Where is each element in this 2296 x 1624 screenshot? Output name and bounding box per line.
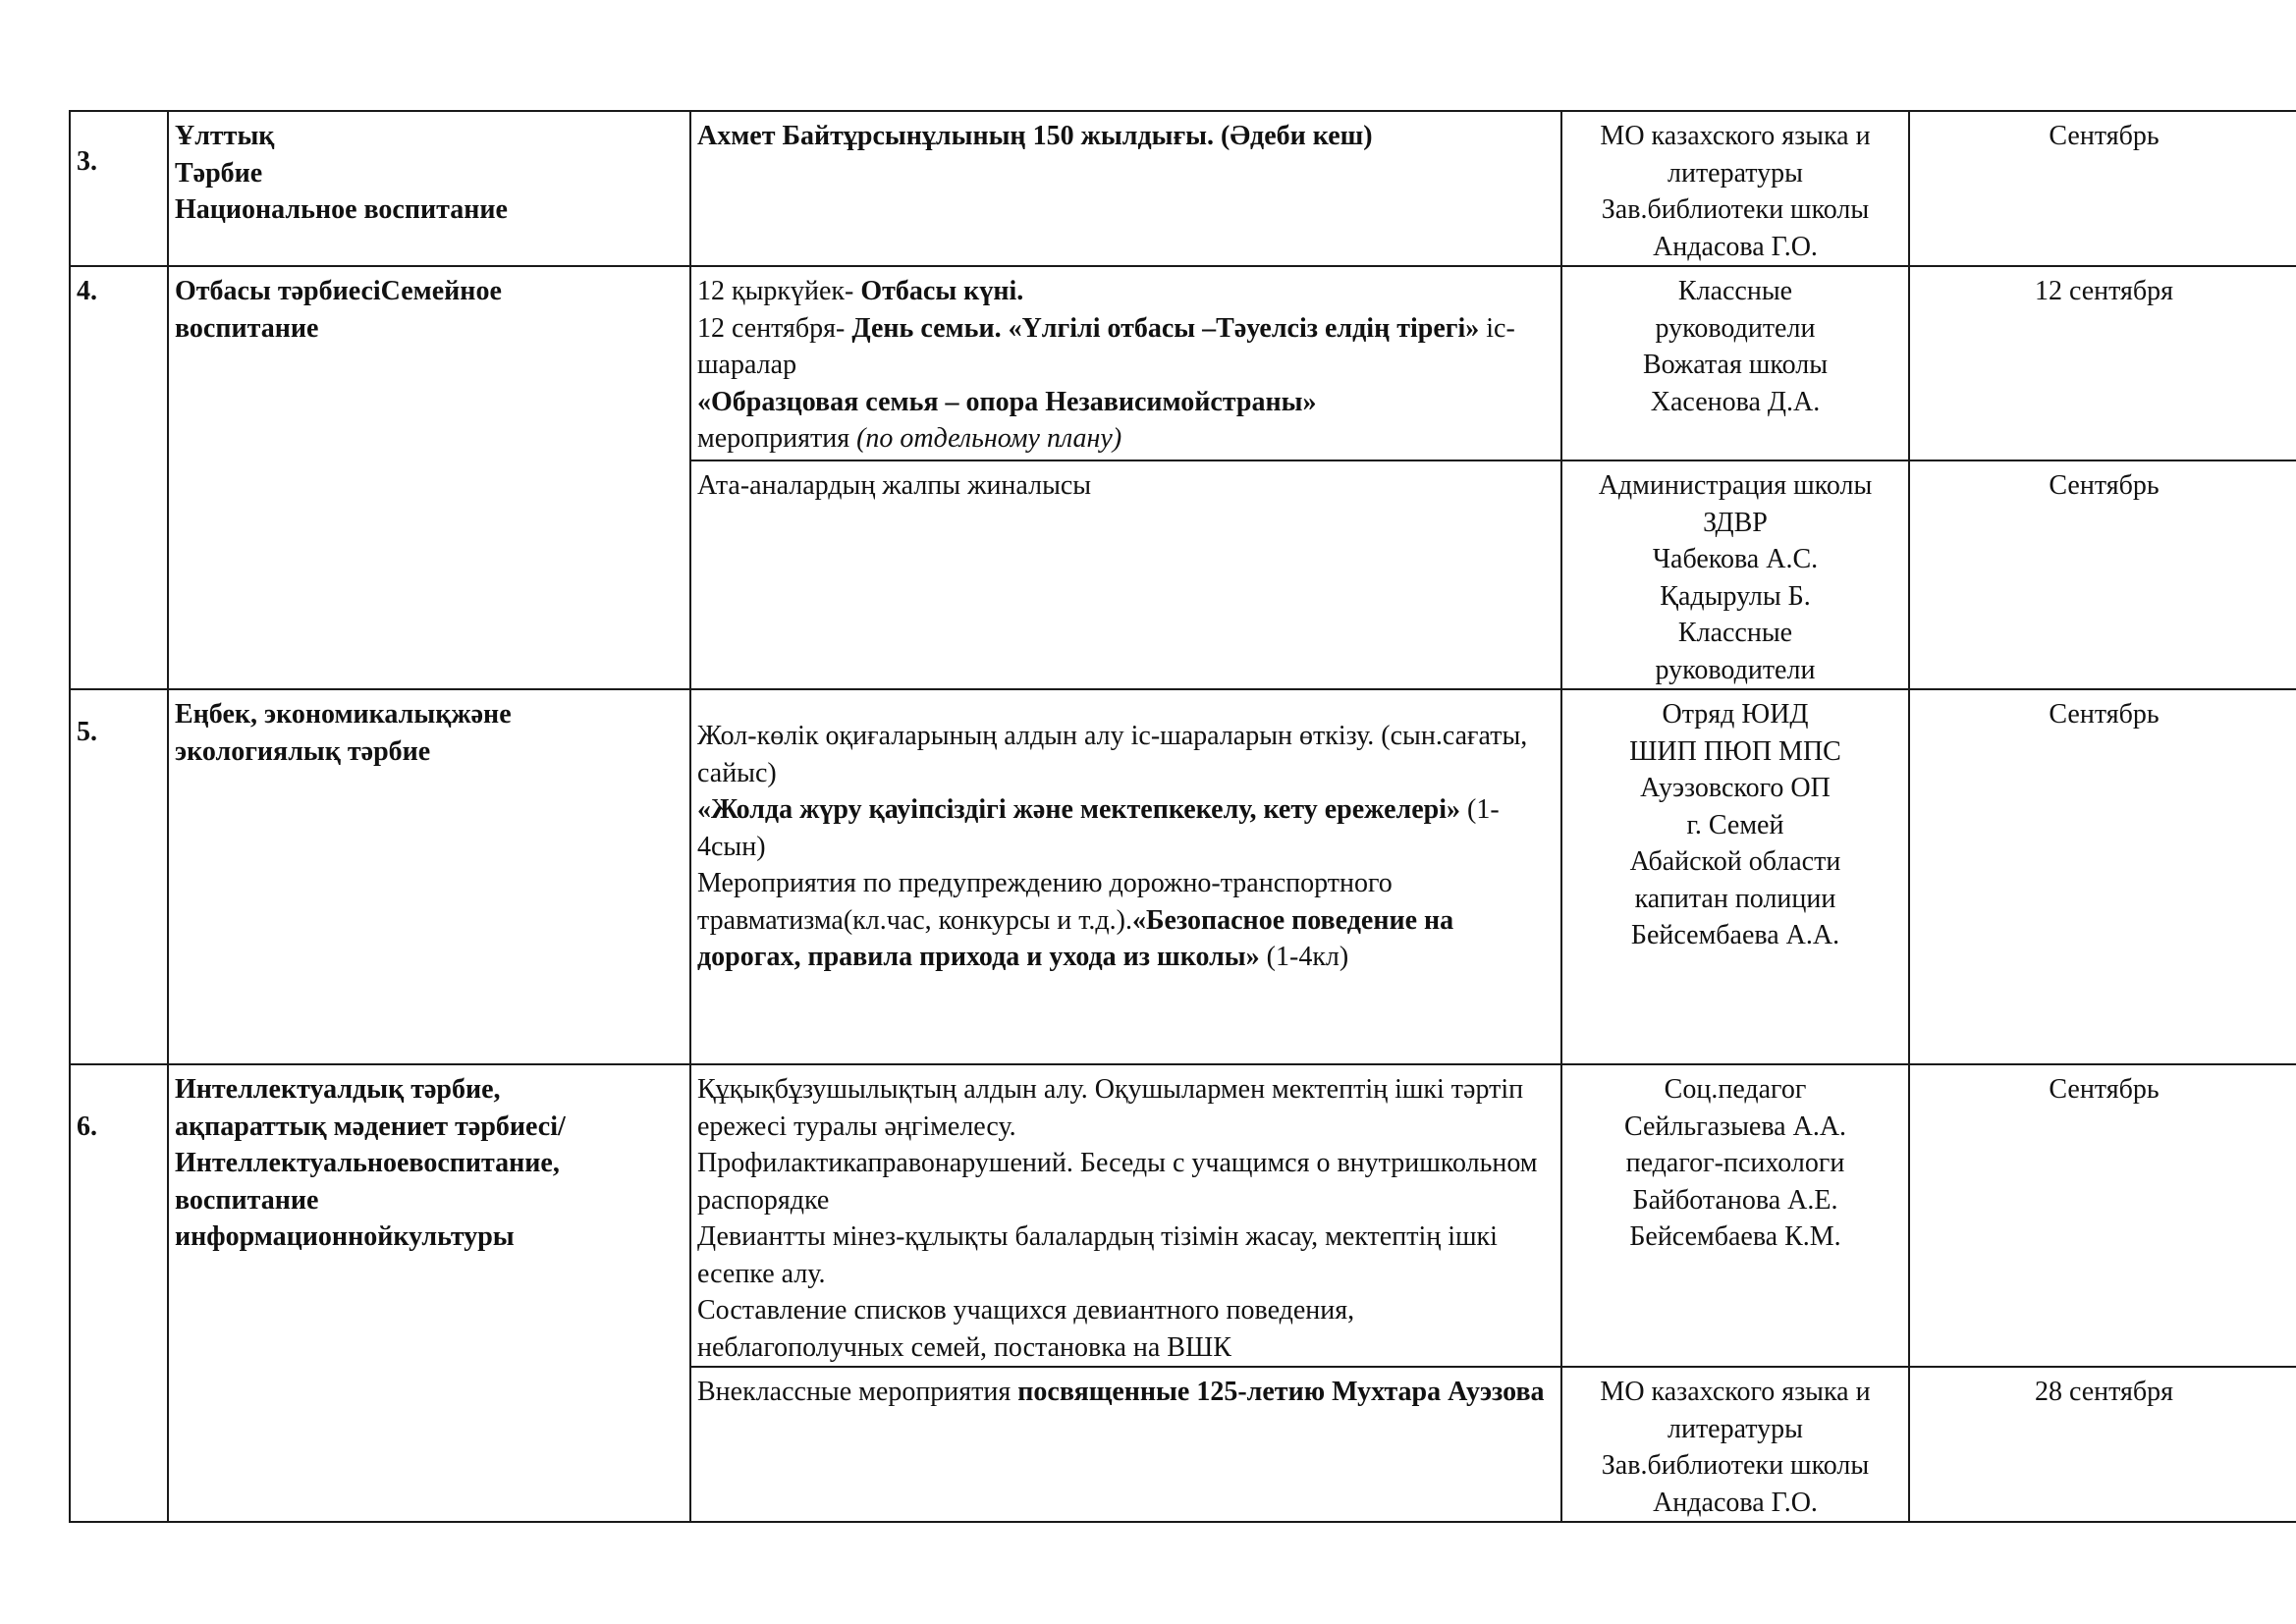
event-cell <box>690 266 1561 460</box>
event-title: Ахмет Байтұрсынұлының 150 жылдығы. (Әдеби кеш) <box>697 121 1373 151</box>
responsible-line: педагог-психологи <box>1625 1148 1845 1178</box>
event-cell <box>690 1064 1561 1367</box>
direction-line: информационнойкультуры <box>175 1221 515 1252</box>
responsible-line: Классные <box>1677 618 1793 648</box>
responsible-cell <box>1561 689 1909 1064</box>
responsible-cell <box>1561 266 1909 460</box>
row-number-cell <box>70 111 168 266</box>
table-row <box>70 1064 2296 1367</box>
event-italic-text: (по отдельному плану) <box>856 423 1122 454</box>
responsible-line: Отряд ЮИД <box>1662 699 1809 730</box>
direction-line: Национальное воспитание <box>175 194 508 225</box>
direction-line: воспитание <box>175 1184 319 1216</box>
responsible-line: Администрация школы <box>1598 470 1873 501</box>
event-line <box>697 420 1555 458</box>
date-cell: 12 сентября <box>1909 266 2296 460</box>
event-text: Жол-көлік оқиғаларының алдын алу іс-шараларын өткізу. (сын.сағаты, сайыс) <box>697 721 1528 788</box>
date-cell: Сентябрь <box>1909 689 2296 1064</box>
responsible-line: МО казахского языка и <box>1600 121 1871 151</box>
direction-cell <box>168 689 690 1064</box>
date-cell: 28 сентября <box>1909 1367 2296 1522</box>
responsible-line: Байботанова А.Е. <box>1632 1184 1838 1216</box>
responsible-line: ШИП ПЮП МПС <box>1629 735 1841 767</box>
responsible-line: руководители <box>1655 654 1816 685</box>
event-text: 12 сентября- <box>697 312 852 344</box>
direction-line: Еңбек, экономикалықжәне <box>175 699 512 730</box>
table-row <box>70 111 2296 266</box>
responsible-line: Бейсембаева К.М. <box>1629 1221 1841 1252</box>
table-row <box>70 689 2296 1064</box>
direction-line: Интеллектуалдық тәрбие, <box>175 1074 501 1105</box>
row-number: 5. <box>77 717 97 747</box>
direction-line: ақпараттық мәдениет тәрбиесі/ <box>175 1110 566 1142</box>
responsible-line: ЗДВР <box>1703 507 1768 538</box>
event-paragraph: Құқықбұзушылықтың алдын алу. Оқушылармен мектептің ішкі тәртіп ережесі туралы әңгімелесу. <box>697 1074 1524 1142</box>
responsible-line: Қадырулы Б. <box>1660 580 1811 612</box>
responsible-cell <box>1561 111 1909 266</box>
responsible-cell <box>1561 1367 1909 1522</box>
direction-cell <box>168 266 690 689</box>
responsible-line: Андасова Г.О. <box>1653 1487 1818 1518</box>
date-cell: Сентябрь <box>1909 460 2296 689</box>
event-text: 12 қыркүйек- <box>697 276 861 306</box>
event-text: іс-шаралар <box>697 312 1515 380</box>
event-cell: Ата-аналардың жалпы жиналысы <box>690 460 1561 689</box>
row-number: 4. <box>77 276 97 306</box>
responsible-line: Бейсембаева А.А. <box>1630 920 1840 950</box>
responsible-line: Зав.библиотеки школы <box>1601 1450 1870 1481</box>
event-bold-text: посвященные 125-летию Мухтара Ауэзова <box>1017 1377 1545 1407</box>
table-row <box>70 266 2296 460</box>
plan-table <box>69 110 2296 1523</box>
event-bold-text: День семьи. «Үлгілі отбасы –Тәуелсіз елдің тірегі» <box>851 312 1480 344</box>
event-bold-text: «Безопасное поведение на дорогах, правила прихода и ухода из школы» <box>697 904 1454 972</box>
direction-line: Тәрбие <box>175 157 263 189</box>
responsible-cell <box>1561 1064 1909 1367</box>
event-text: Внеклассные мероприятия <box>697 1377 1018 1407</box>
responsible-line: Классные <box>1677 276 1793 306</box>
event-cell <box>690 111 1561 266</box>
event-line <box>697 273 1555 310</box>
row-number-cell <box>70 1064 168 1522</box>
event-text: (1-4сын) <box>697 794 1500 862</box>
direction-line: Ұлттық <box>175 121 275 151</box>
date-cell: Сентябрь <box>1909 111 2296 266</box>
direction-line: воспитание <box>175 312 319 344</box>
event-cell <box>690 689 1561 1064</box>
event-bold-text: Отбасы күні. <box>860 276 1024 306</box>
responsible-cell <box>1561 460 1909 689</box>
event-cell <box>690 1367 1561 1522</box>
row-number: 6. <box>77 1111 97 1142</box>
event-paragraph: Девиантты мінез-құлықты балалардың тізімін жасау, мектептің ішкі есепке алу. <box>697 1221 1498 1289</box>
responsible-line: Ауэзовского ОП <box>1640 773 1831 803</box>
event-text: Мероприятия по предупреждению дорожно-транспортного травматизма(кл.час, конкурсы и т.д.). <box>697 868 1393 936</box>
responsible-line: Хасенова Д.А. <box>1650 386 1821 417</box>
event-text: мероприятия <box>697 423 857 454</box>
direction-cell <box>168 1064 690 1522</box>
direction-cell <box>168 111 690 266</box>
date-cell: Сентябрь <box>1909 1064 2296 1367</box>
event-line <box>697 310 1555 384</box>
responsible-line: Чабекова А.С. <box>1652 544 1819 574</box>
responsible-line: Соц.педагог <box>1664 1074 1807 1105</box>
event-bold-text: «Жолда жүру қауіпсіздігі және мектепкекелу, кету ережелері» <box>697 794 1460 825</box>
responsible-line: г. Семей <box>1686 809 1784 840</box>
direction-line: Отбасы тәрбиесіСемейное <box>175 276 502 306</box>
row-number-cell <box>70 689 168 1064</box>
responsible-line: Вожатая школы <box>1642 350 1829 380</box>
row-number: 3. <box>77 146 97 177</box>
direction-line: экологиялық тәрбие <box>175 735 431 767</box>
responsible-line: капитан полиции <box>1634 883 1836 914</box>
event-text: (1-4кл) <box>1259 942 1349 972</box>
direction-line: Интеллектуальноевоспитание, <box>175 1148 560 1178</box>
responsible-line: Зав.библиотеки школы <box>1601 194 1870 225</box>
responsible-line: МО казахского языка и <box>1600 1377 1871 1407</box>
responsible-line: руководители <box>1655 312 1816 344</box>
responsible-line: Сейльгазыева А.А. <box>1623 1110 1847 1142</box>
event-paragraph: Составление списков учащихся девиантного поведения, неблагополучных семей, постановка на ВШК <box>697 1295 1355 1363</box>
responsible-line: Андасова Г.О. <box>1653 231 1818 262</box>
responsible-line: Абайской области <box>1629 846 1841 877</box>
responsible-line: литературы <box>1667 1413 1803 1444</box>
responsible-line: литературы <box>1667 157 1803 189</box>
event-bold-line: «Образцовая семья – опора Независимойстраны» <box>697 386 1317 417</box>
event-paragraph: Профилактикаправонарушений. Беседы с учащимся о внутришкольном распорядке <box>697 1148 1538 1216</box>
row-number-cell <box>70 266 168 689</box>
